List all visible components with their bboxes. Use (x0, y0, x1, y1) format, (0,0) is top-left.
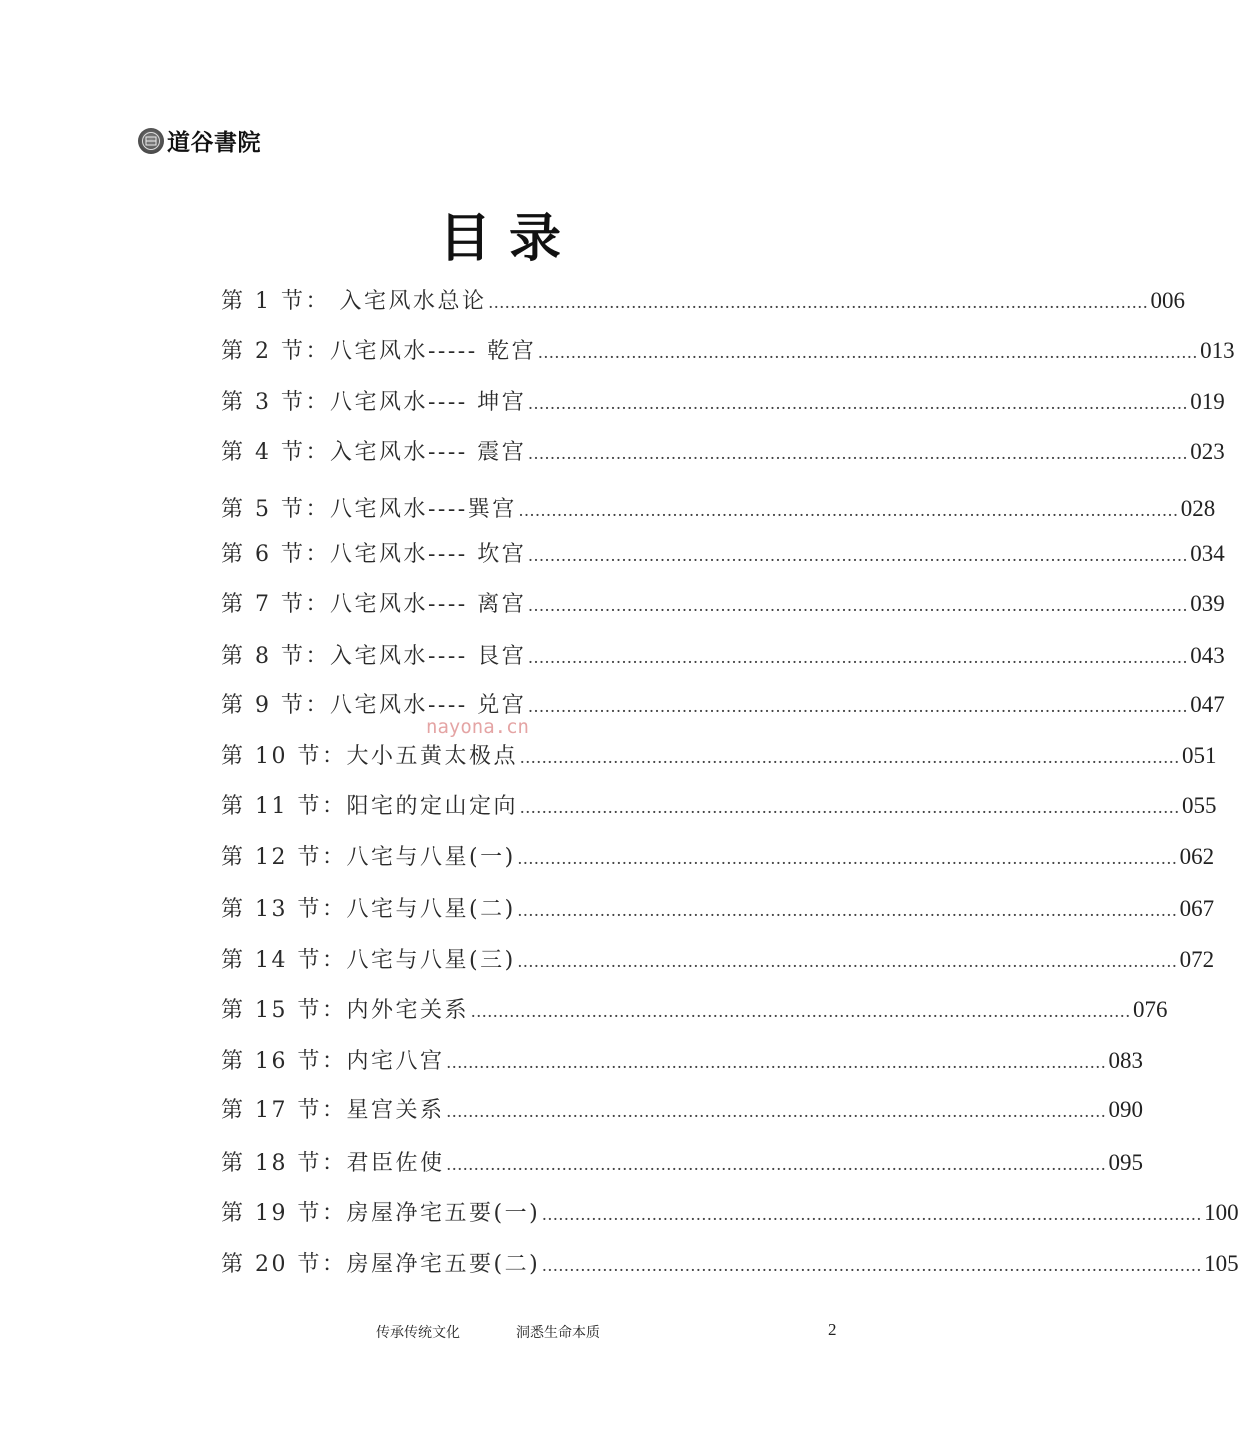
toc-entry-label: 第 1 节： 入宅风水总论 (221, 289, 487, 314)
toc-entry (221, 1044, 1143, 1078)
toc-entry (221, 587, 1225, 621)
toc-entry-page: 083 (1108, 1048, 1143, 1073)
toc-leader-dots: ........................................................................................................................ (517, 951, 1178, 971)
toc-entry (221, 1093, 1143, 1127)
toc-leader-dots: ........................................................................................................................ (528, 545, 1189, 565)
toc-entry-label: 第 10 节：大小五黄太极点 (221, 744, 518, 769)
toc-entry-label: 第 16 节：内宅八宫 (221, 1049, 445, 1074)
toc-leader-dots: ........................................................................................................................ (470, 1001, 1131, 1021)
toc-entry (221, 537, 1225, 571)
toc-entry (221, 385, 1225, 419)
toc-entry-page: 090 (1108, 1097, 1143, 1122)
toc-entry-page: 028 (1180, 496, 1216, 521)
toc-entry-label: 第 7 节：八宅风水---- 离宫 (221, 592, 527, 617)
toc-entry-page: 023 (1190, 439, 1225, 464)
toc-entry (221, 789, 1217, 823)
toc-leader-dots: ........................................................................................................................ (528, 595, 1189, 615)
toc-entry (221, 284, 1185, 318)
toc-entry-page: 051 (1181, 743, 1217, 768)
toc-leader-dots: ........................................................................................................................ (542, 1204, 1203, 1224)
toc-leader-dots: ........................................................................................................................ (528, 647, 1189, 667)
toc-entry-page: 076 (1132, 997, 1168, 1022)
toc-entry-page: 072 (1179, 947, 1215, 972)
toc-entry-page: 095 (1108, 1150, 1143, 1175)
footer-motto-left: 传承传统文化 (376, 1325, 460, 1341)
toc-entry-page: 019 (1190, 389, 1225, 414)
toc-entry-label: 第 15 节：内外宅关系 (221, 998, 469, 1023)
toc-leader-dots: ........................................................................................................................ (538, 342, 1199, 362)
toc-entry-label: 第 20 节：房屋净宅五要(二) (221, 1252, 541, 1277)
toc-leader-dots: ........................................................................................................................ (519, 747, 1180, 767)
header-logo (138, 124, 261, 157)
toc-entry-label: 第 18 节：君臣佐使 (221, 1151, 445, 1176)
toc-entry (221, 639, 1225, 673)
toc-entry (221, 334, 1235, 368)
toc-entry-label: 第 2 节：八宅风水----- 乾宫 (221, 339, 537, 364)
toc-entry-label: 第 14 节：八宅与八星(三) (221, 948, 516, 973)
toc-leader-dots: ........................................................................................................................ (446, 1052, 1107, 1072)
page-number: 2 (828, 1320, 837, 1339)
toc-entry (221, 892, 1215, 926)
watermark: nayona.cn (426, 716, 529, 738)
toc-entry-page: 034 (1190, 541, 1225, 566)
toc-leader-dots: ........................................................................................................................ (528, 393, 1189, 413)
toc-entry-label: 第 12 节：八宅与八星(一) (221, 845, 516, 870)
toc-leader-dots: ........................................................................................................................ (528, 443, 1189, 463)
toc-leader-dots: ........................................................................................................................ (518, 500, 1179, 520)
toc-entry (221, 492, 1216, 526)
footer (0, 1320, 1000, 1344)
toc-entry-page: 055 (1181, 793, 1217, 818)
toc-leader-dots: ........................................................................................................................ (446, 1154, 1107, 1174)
toc-leader-dots: ........................................................................................................................ (517, 900, 1178, 920)
toc-entry-label: 第 3 节：八宅风水---- 坤宫 (221, 390, 527, 415)
toc-entry (221, 993, 1168, 1027)
toc-leader-dots: ........................................................................................................................ (488, 292, 1149, 312)
toc-entry-label: 第 9 节：八宅风水---- 兑宫 (221, 693, 527, 718)
toc-entry-label: 第 4 节：入宅风水---- 震宫 (221, 440, 527, 465)
toc-entry-page: 100 (1204, 1200, 1239, 1225)
toc-entry-label: 第 11 节：阳宅的定山定向 (221, 794, 518, 819)
toc-leader-dots: ........................................................................................................................ (517, 848, 1178, 868)
toc-leader-dots: ........................................................................................................................ (528, 696, 1189, 716)
footer-motto-right: 洞悉生命本质 (516, 1325, 600, 1341)
toc-entry (221, 1146, 1143, 1180)
toc-leader-dots: ........................................................................................................................ (446, 1101, 1107, 1121)
toc-leader-dots: ........................................................................................................................ (542, 1255, 1203, 1275)
toc-entry (221, 1196, 1239, 1230)
toc-entry-page: 047 (1190, 692, 1225, 717)
toc-entry (221, 435, 1225, 469)
toc-entry-page: 062 (1179, 844, 1215, 869)
toc-entry-page: 043 (1190, 643, 1225, 668)
toc-entry-page: 013 (1200, 338, 1235, 363)
toc-entry (221, 739, 1217, 773)
toc-entry-label: 第 6 节：八宅风水---- 坎宫 (221, 542, 527, 567)
toc-entry-label: 第 8 节：入宅风水---- 艮宫 (221, 644, 527, 669)
seal-logo-icon (138, 128, 164, 154)
brand-name: 道谷書院 (167, 130, 261, 156)
toc-leader-dots: ........................................................................................................................ (519, 797, 1180, 817)
toc-entry-label: 第 13 节：八宅与八星(二) (221, 897, 516, 922)
toc-entry-page: 039 (1190, 591, 1225, 616)
toc-entry (221, 1247, 1239, 1281)
toc-entry-label: 第 19 节：房屋净宅五要(一) (221, 1201, 541, 1226)
toc-entry-page: 006 (1150, 288, 1185, 313)
toc-entry (221, 840, 1215, 874)
page-title: 目录 (438, 209, 579, 269)
toc-entry (221, 943, 1215, 977)
toc-entry-page: 105 (1204, 1251, 1239, 1276)
toc-entry-label: 第 17 节：星宫关系 (221, 1098, 445, 1123)
toc-entry-label: 第 5 节：八宅风水----巽宫 (221, 497, 517, 522)
toc-entry-page: 067 (1179, 896, 1215, 921)
